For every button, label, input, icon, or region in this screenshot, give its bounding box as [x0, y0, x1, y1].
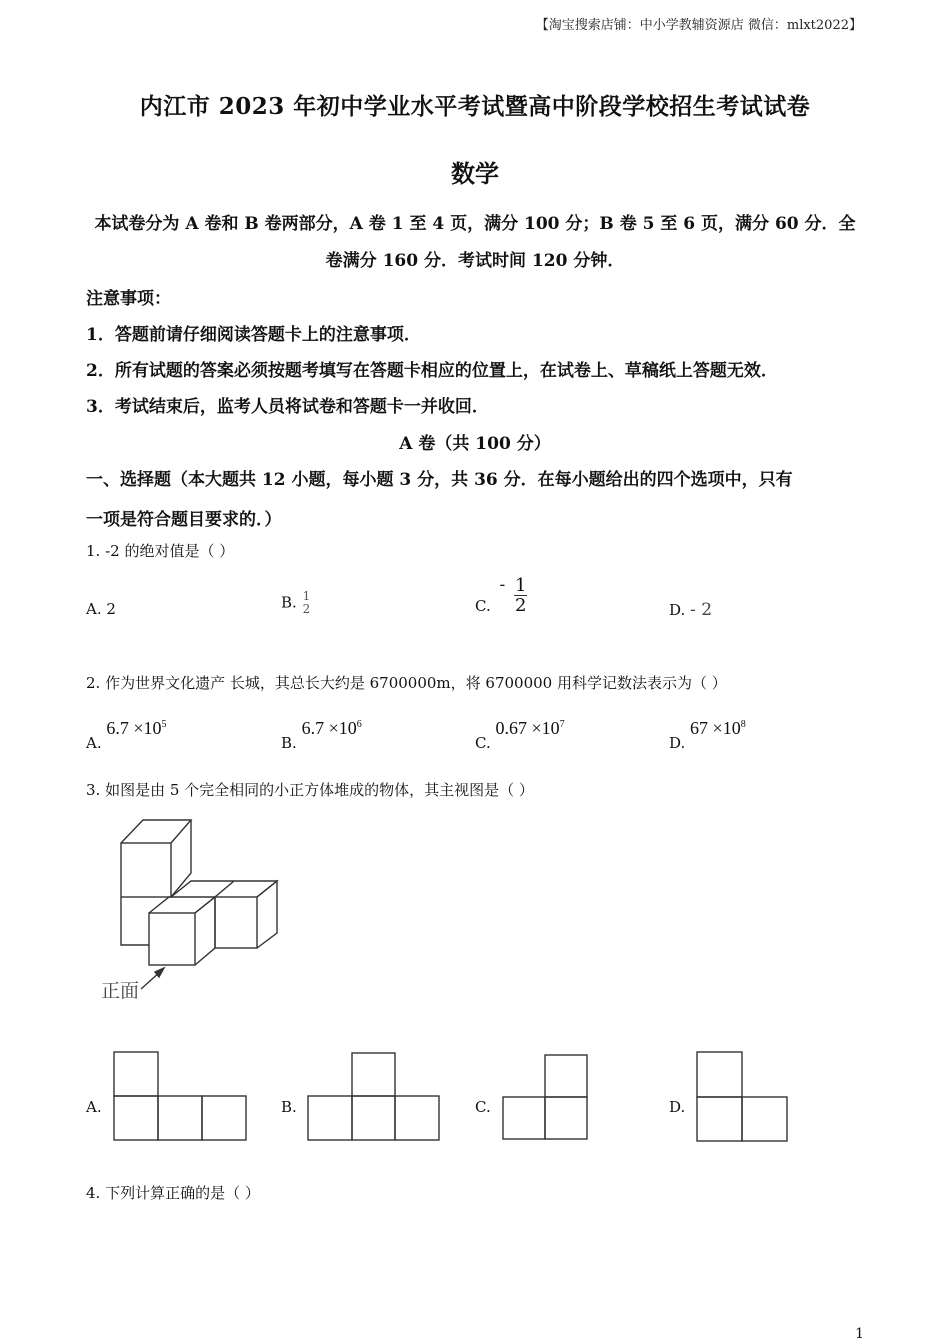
- q3-a-square-1: [114, 1096, 158, 1140]
- q2-b-exponent: 6: [356, 719, 362, 730]
- header-note: 【淘宝搜索店铺：中小学教辅资源店 微信：mlxt2022】: [535, 18, 862, 33]
- page-number: 1: [855, 1326, 864, 1342]
- q1-c-sign: -: [499, 575, 506, 595]
- q2-c-expression: [496, 718, 565, 738]
- q3-b-square-2: [352, 1096, 395, 1140]
- q4-stem: 4. 下列计算正确的是（ ）: [86, 1184, 260, 1202]
- q2-option-c[interactable]: [475, 718, 565, 752]
- q3-right-cube-front: [215, 897, 257, 948]
- q3-right-cube-side: [257, 881, 277, 948]
- q1-option-b[interactable]: [281, 590, 311, 615]
- q3-b-label[interactable]: B.: [281, 1098, 297, 1116]
- q3-option-b-view[interactable]: [306, 1050, 446, 1144]
- q3-a-label[interactable]: A.: [86, 1098, 102, 1116]
- q3-stem: 3. 如图是由 5 个完全相同的小正方体堆成的物体，其主视图是（ ）: [86, 781, 534, 799]
- q2-b-base: 6.7 ×10: [301, 718, 357, 738]
- q1-b-fraction: [302, 590, 312, 615]
- q2-d-expression: [690, 718, 746, 738]
- q3-front-cube-front: [149, 913, 195, 965]
- exam-intro: [90, 206, 860, 280]
- q1-a-value: 2: [106, 600, 116, 618]
- q1-option-c[interactable]: [475, 575, 527, 616]
- q3-row-divider: [215, 881, 234, 897]
- q2-a-base: 6.7 ×10: [106, 718, 162, 738]
- q2-d-label: D.: [669, 734, 686, 752]
- q1-stem: 1. -2 的绝对值是（ ）: [86, 542, 235, 560]
- q2-option-b[interactable]: [281, 718, 362, 752]
- q1-option-d[interactable]: [669, 600, 712, 620]
- q2-b-expression: [302, 718, 362, 738]
- q2-a-expression: [106, 718, 166, 738]
- part1-line-1: 一、选择题（本大题共 12 小题，每小题 3 分，共 36 分．在每小题给出的四个选项中，只有: [86, 470, 793, 490]
- q3-b-square-3: [395, 1096, 439, 1140]
- q3-option-c-view[interactable]: [501, 1053, 593, 1145]
- q1-c-denominator: 2: [515, 595, 527, 616]
- q3-c-square-2: [545, 1097, 587, 1139]
- q2-option-d[interactable]: [669, 718, 746, 752]
- q3-d-square-1: [697, 1097, 742, 1141]
- q3-c-square-top: [545, 1055, 587, 1097]
- q2-a-label: A.: [86, 734, 102, 752]
- q3-a-square-2: [158, 1096, 202, 1140]
- q3-front-label: 正面: [101, 980, 140, 1002]
- q1-b-numerator: 1: [302, 589, 311, 603]
- q1-d-value: - 2: [690, 600, 713, 620]
- q3-d-square-top: [697, 1052, 742, 1097]
- q2-d-exponent: 8: [740, 719, 746, 730]
- q3-a-square-3: [202, 1096, 246, 1140]
- q2-d-base: 67 ×10: [690, 718, 741, 738]
- intro-line-2: 卷满分 160 分．考试时间 120 分钟．: [325, 251, 625, 271]
- q3-option-d-view[interactable]: [695, 1050, 791, 1146]
- q1-c-numerator: 1: [515, 575, 527, 596]
- q2-b-label: B.: [281, 734, 297, 752]
- q1-b-label: B.: [281, 593, 297, 612]
- q3-d-square-2: [742, 1097, 787, 1141]
- q1-c-label: C.: [475, 597, 491, 615]
- section-a-heading: A 卷（共 100 分）: [399, 434, 551, 454]
- note-item-1: 1．答题前请仔细阅读答题卡上的注意事项．: [86, 325, 421, 345]
- q3-option-a-view[interactable]: [112, 1050, 252, 1144]
- q1-d-label: D.: [669, 601, 686, 619]
- q2-c-label: C.: [475, 734, 491, 752]
- q3-bottom-left-cube: [121, 897, 151, 945]
- q3-d-label[interactable]: D.: [669, 1098, 686, 1116]
- q2-a-exponent: 5: [161, 719, 167, 730]
- q3-top-cube-front: [121, 843, 171, 897]
- exam-title: 内江市 2023 年初中学业水平考试暨高中阶段学校招生考试试卷: [139, 93, 811, 120]
- q1-a-label: A.: [86, 600, 102, 618]
- note-item-3: 3．考试结束后，监考人员将试卷和答题卡一并收回．: [86, 397, 489, 417]
- q2-c-exponent: 7: [559, 719, 565, 730]
- q3-b-square-1: [308, 1096, 352, 1140]
- notes-heading: 注意事项：: [86, 289, 171, 309]
- q1-option-a[interactable]: [86, 600, 116, 618]
- q3-top-cube-top: [121, 820, 191, 843]
- q3-c-square-1: [503, 1097, 545, 1139]
- q1-c-fraction: [514, 577, 527, 615]
- subject-title: 数学: [451, 159, 499, 188]
- intro-line-1: 本试卷分为 A 卷和 B 卷两部分，A 卷 1 至 4 页，满分 100 分；B 卷 5 至 6 页，满分 60 分．全: [94, 214, 856, 234]
- part1-line-2: 一项是符合题目要求的．）: [86, 510, 282, 530]
- note-item-2: 2．所有试题的答案必须按题考填写在答题卡相应的位置上，在试卷上、草稿纸上答题无效．: [86, 361, 778, 381]
- q2-c-base: 0.67 ×10: [495, 718, 560, 738]
- q3-c-label[interactable]: C.: [475, 1098, 491, 1116]
- q1-b-denominator: 2: [302, 602, 311, 616]
- q2-stem: 2. 作为世界文化遗产 长城，其总长大约是 6700000m，将 6700000 用科学记数法表示为（ ）: [86, 674, 727, 692]
- q3-front-cube-side: [195, 897, 215, 965]
- q3-b-square-top: [352, 1053, 395, 1096]
- q2-option-a[interactable]: [86, 718, 167, 752]
- q3-a-square-top: [114, 1052, 158, 1096]
